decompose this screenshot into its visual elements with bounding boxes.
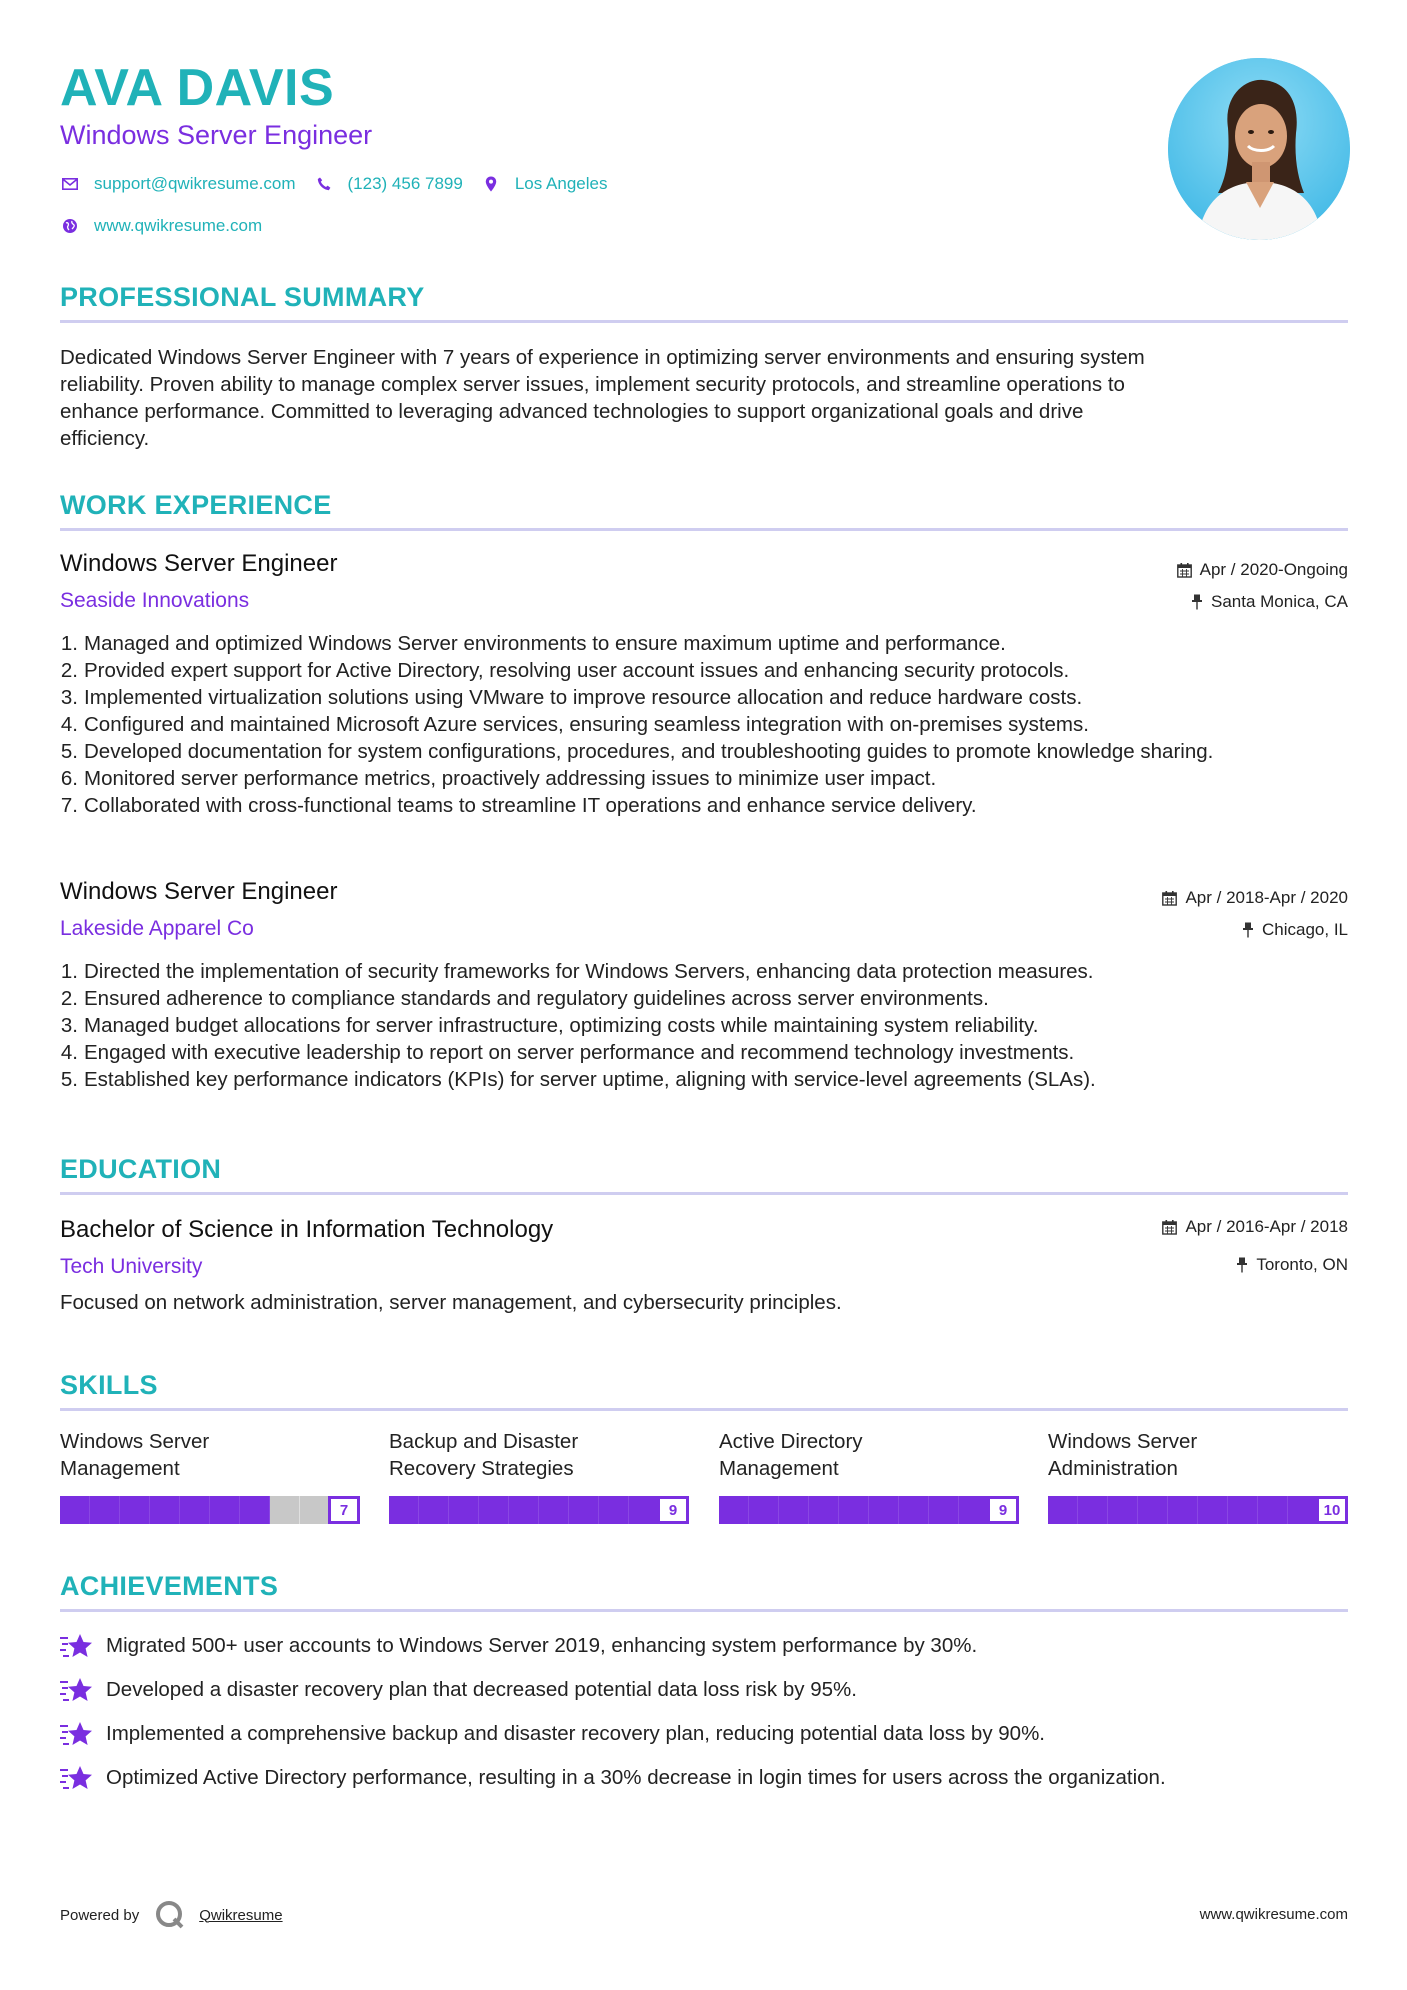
email-text: support@qwikresume.com: [94, 174, 296, 193]
education-heading: EDUCATION: [60, 1154, 222, 1184]
skill-bar-segment: [389, 1496, 419, 1524]
skill-name-line: Administration: [1048, 1457, 1178, 1480]
skill-bar-segment: [599, 1496, 629, 1524]
skill-bar-segment: [1168, 1496, 1198, 1524]
skill-bar-segment: [929, 1496, 959, 1524]
skill-level-bar: [60, 1496, 360, 1524]
profile-photo: [1168, 58, 1350, 240]
job-dates: [1177, 560, 1348, 580]
section-divider: [60, 1609, 1348, 1612]
candidate-name: AVA DAVIS: [60, 59, 335, 117]
summary-heading: PROFESSIONAL SUMMARY: [60, 282, 425, 312]
skill-bar-segment: [120, 1496, 150, 1524]
skill-bar-segment: [869, 1496, 899, 1524]
star-icon: [60, 1764, 94, 1792]
job-location: [1191, 592, 1348, 612]
education-location: [1236, 1255, 1348, 1275]
skill-name-line: Active Directory: [719, 1430, 863, 1453]
section-divider: [60, 528, 1348, 531]
summary-line: enhance performance. Committed to leveraging advanced technologies to support organizational goals and drive: [60, 400, 1084, 423]
skill-bar-segment: [539, 1496, 569, 1524]
skill-bar-segment: [569, 1496, 599, 1524]
globe-icon: [60, 216, 80, 236]
summary-line: efficiency.: [60, 427, 150, 450]
star-icon: [60, 1676, 94, 1704]
achievement-text: Migrated 500+ user accounts to Windows Server 2019, enhancing system performance by 30%.: [106, 1634, 978, 1657]
skill-bar-segment: [150, 1496, 180, 1524]
skill-bar-segment: [1078, 1496, 1108, 1524]
job-dates: [1162, 888, 1348, 908]
location-text: Toronto, ON: [1256, 1255, 1348, 1274]
experience-heading: WORK EXPERIENCE: [60, 490, 332, 520]
skill-bar-segment: [180, 1496, 210, 1524]
skill-bar-segment: [1288, 1496, 1318, 1524]
skill-name-line: Windows Server: [60, 1430, 210, 1453]
skill-bar-segment: [959, 1496, 989, 1524]
achievement-item: [60, 1764, 1166, 1792]
summary-line: Dedicated Windows Server Engineer with 7 years of experience in optimizing server environments and ensuring system: [60, 346, 1145, 369]
skill-bar-segment: [629, 1496, 659, 1524]
list-item: 6. Monitored server performance metrics, proactively addressing issues to minimize user impact.: [60, 767, 937, 790]
qwikresume-link[interactable]: Qwikresume: [199, 1906, 283, 1924]
skill-bar-segment: [270, 1496, 300, 1524]
calendar-icon: [1162, 891, 1177, 906]
summary-text: [60, 344, 1348, 452]
pin-icon: [1191, 594, 1203, 610]
skill-bar-segment: [1138, 1496, 1168, 1524]
education-dates: [1162, 1217, 1348, 1237]
summary-line: reliability. Proven ability to manage complex server issues, implement security protocols, and streamline operations to: [60, 373, 1125, 396]
qwikresume-logo-icon: [155, 1900, 185, 1930]
company-name: Seaside Innovations: [60, 589, 250, 612]
achievement-text: Optimized Active Directory performance, resulting in a 30% decrease in login times for users across the organization.: [106, 1766, 1166, 1789]
list-item: 5. Established key performance indicators (KPIs) for server uptime, aligning with service-level agreements (SLAs).: [60, 1068, 1096, 1091]
section-divider: [60, 1192, 1348, 1195]
footer-powered-by: [60, 1900, 283, 1930]
list-item: 5. Developed documentation for system configurations, procedures, and troubleshooting guides to promote knowledge sharing.: [60, 740, 1214, 763]
candidate-title: Windows Server Engineer: [60, 120, 373, 150]
skill-bar-segment: [899, 1496, 929, 1524]
list-item: 4. Configured and maintained Microsoft Azure services, ensuring seamless integration with on-premises systems.: [60, 713, 1089, 736]
skill-name-line: Management: [719, 1457, 839, 1480]
skill-bar-segment: [240, 1496, 270, 1524]
skill-bar-segment: [719, 1496, 749, 1524]
company-name: Lakeside Apparel Co: [60, 917, 254, 940]
skill-name: [719, 1428, 1019, 1488]
skill-bar-segment: [749, 1496, 779, 1524]
list-item: 3. Implemented virtualization solutions using VMware to improve resource allocation and reduce hardware costs.: [60, 686, 1083, 709]
skill-bar-segment: [60, 1496, 90, 1524]
location-text: Santa Monica, CA: [1210, 592, 1348, 611]
footer-url[interactable]: www.qwikresume.com: [1199, 1906, 1348, 1923]
achievement-text: Implemented a comprehensive backup and disaster recovery plan, reducing potential data loss by 90%.: [106, 1722, 1045, 1745]
dates-text: Apr / 2018-Apr / 2020: [1185, 888, 1348, 907]
skill-item: [1048, 1428, 1348, 1519]
skill-bar-segment: [1228, 1496, 1258, 1524]
star-icon: [60, 1632, 94, 1660]
skill-bar-segment: [1108, 1496, 1138, 1524]
list-item: 2. Ensured adherence to compliance standards and regulatory guidelines across server environments.: [60, 987, 989, 1010]
skill-bar-segment: [1258, 1496, 1288, 1524]
achievement-text: Developed a disaster recovery plan that decreased potential data loss risk by 95%.: [106, 1678, 857, 1701]
skill-name-line: Recovery Strategies: [389, 1457, 574, 1480]
degree-title: Bachelor of Science in Information Technology: [60, 1216, 554, 1243]
star-icon: [60, 1720, 94, 1748]
skill-bar-segment: [210, 1496, 240, 1524]
skill-name-line: Backup and Disaster: [389, 1430, 579, 1453]
skill-bar-segment: [300, 1496, 330, 1524]
skill-bar-segment: [779, 1496, 809, 1524]
skill-name: [389, 1428, 689, 1488]
website-text: www.qwikresume.com: [94, 216, 263, 235]
phone-icon: [314, 174, 334, 194]
skill-bar-segment: [419, 1496, 449, 1524]
skill-name: [60, 1428, 360, 1488]
dates-text: Apr / 2020-Ongoing: [1199, 560, 1348, 579]
calendar-icon: [1177, 563, 1192, 578]
education-description: Focused on network administration, server management, and cybersecurity principles.: [60, 1291, 842, 1314]
job-title: Windows Server Engineer: [60, 878, 338, 905]
skill-item: [719, 1428, 1019, 1519]
contact-website[interactable]: [60, 216, 262, 236]
skill-bar-segment: [479, 1496, 509, 1524]
skill-level-bar: [719, 1496, 1019, 1524]
job-bullets: [60, 630, 1348, 819]
skill-item: [389, 1428, 689, 1519]
skill-bar-segment: [509, 1496, 539, 1524]
skill-bar-segment: [449, 1496, 479, 1524]
resume-page: [60, 0, 1348, 1990]
location-text: Los Angeles: [514, 174, 608, 193]
achievement-item: [60, 1720, 1045, 1748]
job-bullets: [60, 958, 1348, 1093]
contact-phone[interactable]: [314, 174, 463, 194]
skill-score: 10: [1316, 1496, 1348, 1524]
skill-bar-segment: [809, 1496, 839, 1524]
contact-row: [60, 174, 625, 194]
list-item: 3. Managed budget allocations for server infrastructure, optimizing costs while maintaining system reliability.: [60, 1014, 1039, 1037]
dates-text: Apr / 2016-Apr / 2018: [1185, 1217, 1348, 1236]
achievements-heading: ACHIEVEMENTS: [60, 1571, 279, 1601]
school-name: Tech University: [60, 1255, 203, 1278]
list-item: 7. Collaborated with cross-functional teams to streamline IT operations and enhance service delivery.: [60, 794, 977, 817]
skill-level-bar: [389, 1496, 689, 1524]
skill-bar-segment: [90, 1496, 120, 1524]
list-item: 1. Directed the implementation of security frameworks for Windows Servers, enhancing data protection measures.: [60, 960, 1094, 983]
pin-icon: [1242, 922, 1254, 938]
contact-location: [481, 174, 608, 194]
list-item: 4. Engaged with executive leadership to report on server performance and recommend technology investments.: [60, 1041, 1075, 1064]
calendar-icon: [1162, 1220, 1177, 1235]
envelope-icon: [60, 174, 80, 194]
phone-text: (123) 456 7899: [347, 174, 463, 193]
achievement-item: [60, 1676, 857, 1704]
contact-email[interactable]: [60, 174, 296, 194]
section-divider: [60, 1408, 1348, 1411]
achievement-item: [60, 1632, 977, 1660]
list-item: 1. Managed and optimized Windows Server environments to ensure maximum uptime and performance.: [60, 632, 1006, 655]
skill-bar-segment: [1048, 1496, 1078, 1524]
job-title: Windows Server Engineer: [60, 550, 338, 577]
skill-name: [1048, 1428, 1348, 1488]
skills-heading: SKILLS: [60, 1370, 158, 1400]
skill-level-bar: [1048, 1496, 1348, 1524]
skill-bar-segment: [1198, 1496, 1228, 1524]
location-text: Chicago, IL: [1262, 920, 1348, 939]
skill-score: 9: [657, 1496, 689, 1524]
contact-row-website: [60, 216, 280, 236]
section-divider: [60, 320, 1348, 323]
pin-icon: [1236, 1257, 1248, 1273]
skill-item: [60, 1428, 360, 1519]
skill-bar-segment: [839, 1496, 869, 1524]
skill-name-line: Management: [60, 1457, 180, 1480]
skill-score: 7: [328, 1496, 360, 1524]
skill-score: 9: [987, 1496, 1019, 1524]
powered-by-text: Powered by: [60, 1906, 140, 1924]
map-pin-icon: [481, 174, 501, 194]
list-item: 2. Provided expert support for Active Directory, resolving user account issues and enhancing security protocols.: [60, 659, 1070, 682]
job-location: [1242, 920, 1348, 940]
skill-name-line: Windows Server: [1048, 1430, 1198, 1453]
